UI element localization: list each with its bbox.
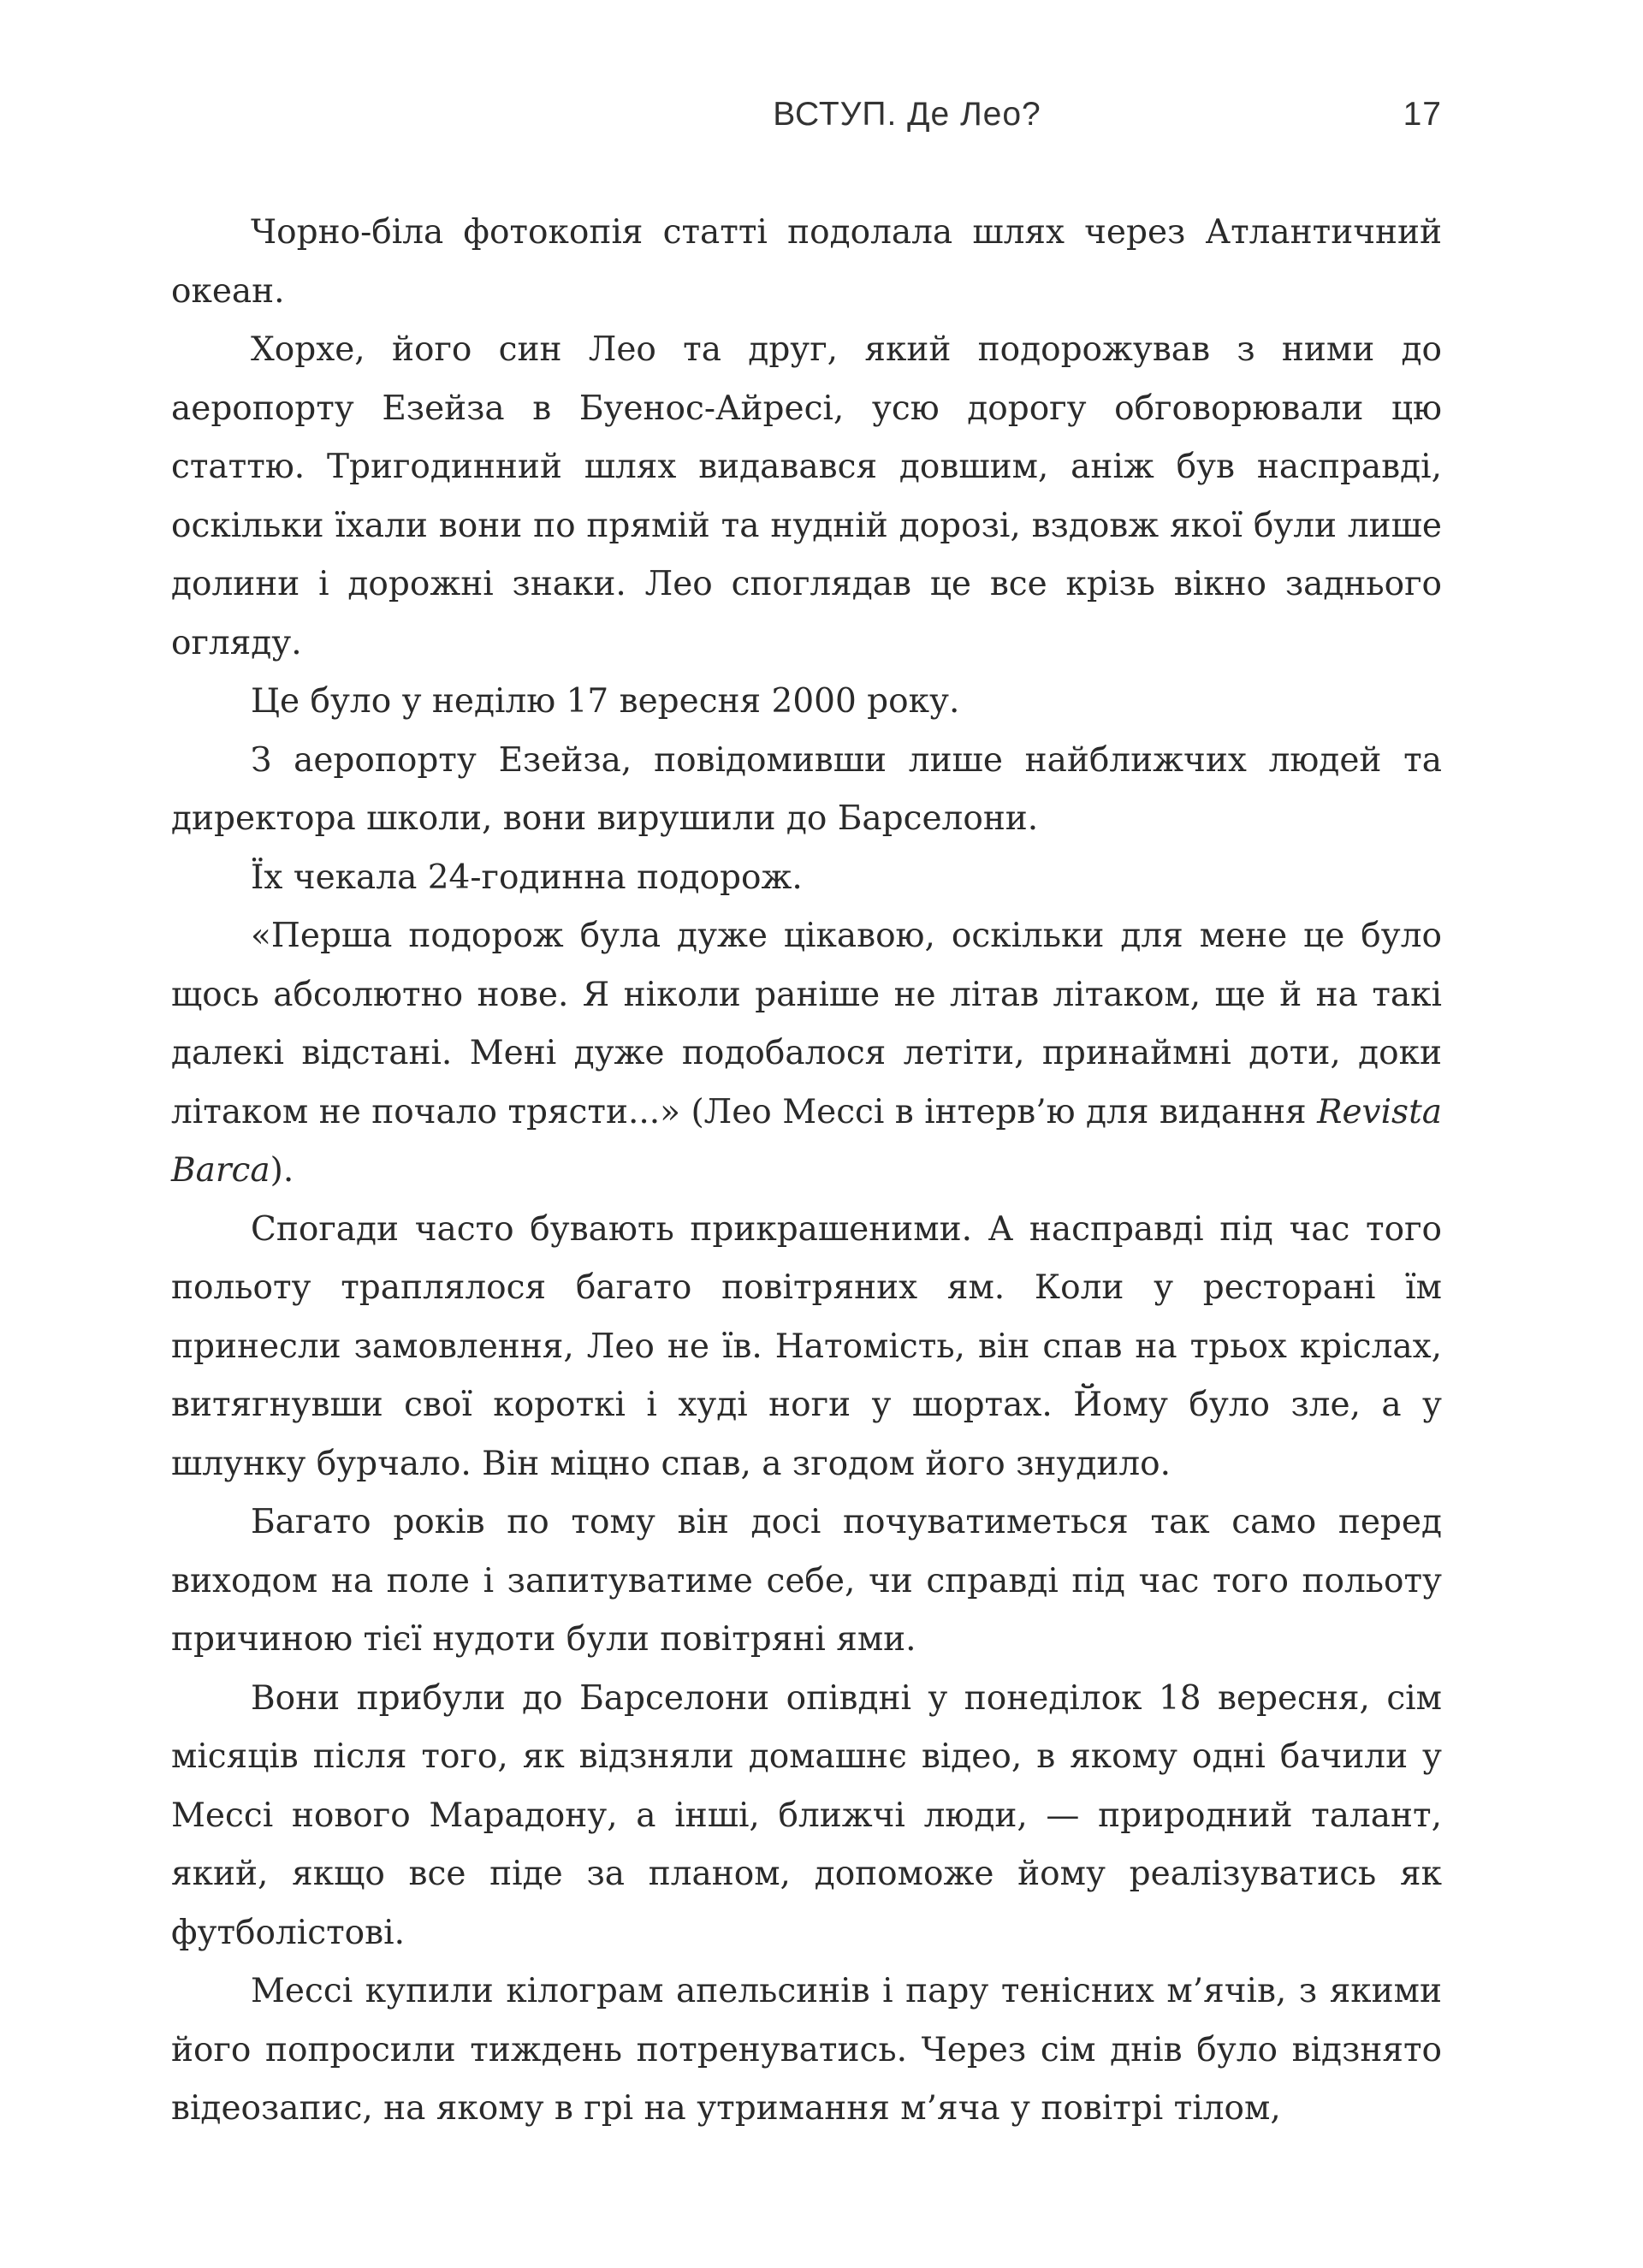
publication-title: Revista Barca <box>171 1092 1442 1190</box>
quote-text: «Перша подорож була дуже цікавою, оскільки для мене це було щось абсолютно нове. Я ніколи раніше не літав літаком, ще й на такі далекі відстані. Мені дуже подобалося летіти, принаймні доти, доки літаком не почало трясти...» (Лео Мессі в інтерв’ю для видання <box>171 917 1442 1131</box>
paragraph-7: Спогади часто бувають прикрашеними. А насправді під час того польоту траплялося багато повітряних ям. Коли у ресторані їм принесли замовлення, Лео не їв. Натомість, він спав на трьох кріслах, витягнувши свої короткі і худі ноги у шортах. Йому було зле, а у шлунку бурчало. Він міцно спав, а згодом його знудило. <box>171 1209 1442 1483</box>
paragraph-1: Чорно-біла фотокопія статті подолала шлях через Атлантичний океан. <box>171 213 1442 311</box>
paragraph-3: Це було у неділю 17 вересня 2000 року. <box>251 682 960 721</box>
paragraph-6-quote <box>171 907 1442 1201</box>
page-number: 17 <box>1403 96 1442 133</box>
paragraph-10: Мессі купили кілограм апельсинів і пару тенісних м’ячів, з якими його попросили тиждень потренуватись. Через сім днів було відзнято відеозапис, на якому в грі на утримання м’яча у повітрі тілом, <box>171 1972 1442 2128</box>
paragraph-8: Багато років по тому він досі почуватиметься так само перед виходом на поле і запитуватиме себе, чи справді під час того польоту причиною тієї нудоти були повітряні ями. <box>171 1503 1442 1659</box>
running-head: ВСТУП. Де Лео? <box>773 96 1041 133</box>
body-text <box>171 204 1442 2139</box>
paragraph-9: Вони прибули до Барселони опівдні у понеділок 18 вересня, сім місяців після того, як відзняли домашнє відео, в якому одні бачили у Мессі нового Марадону, а інші, ближчі люди, — природний талант, який, якщо все піде за планом, допоможе йому реалізуватись як футболістові. <box>171 1678 1442 1952</box>
paragraph-5: Їх чекала 24-годинна подорож. <box>251 858 803 897</box>
quote-tail: ). <box>270 1151 294 1190</box>
paragraph-2: Хорхе, його син Лео та друг, який подорожував з ними до аеропорту Езейза в Буенос-Айресі, усю дорогу обговорювали цю статтю. Тригодинний шлях видавався довшим, аніж був насправді, оскільки їхали вони по прямій та нудній дорозі, вздовж якої були лише долини і дорожні знаки. Лео споглядав це все крізь вікно заднього огляду. <box>171 330 1442 662</box>
page-header <box>171 96 1442 147</box>
paragraph-4: З аеропорту Езейза, повідомивши лише найближчих людей та директора школи, вони вирушили до Барселони. <box>171 740 1442 838</box>
